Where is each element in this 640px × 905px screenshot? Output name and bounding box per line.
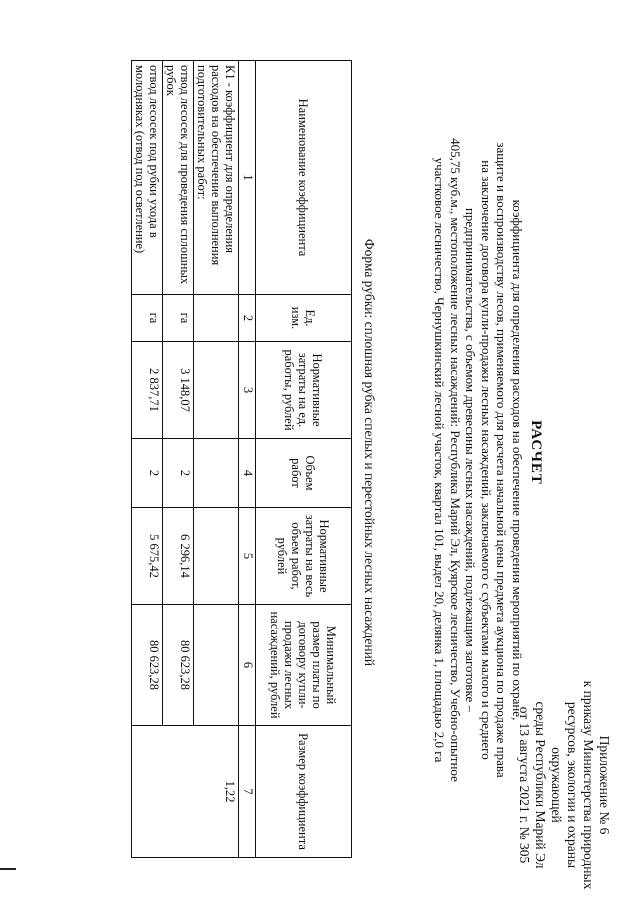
row-name: отвод лесосек для проведения сплошных рубок xyxy=(163,61,194,295)
header-coefficient-size: Размер коэффициента xyxy=(256,726,352,858)
empty-cell xyxy=(194,605,239,726)
description-line: предпринимательства, с объемом древесины лесных насаждений, подлежащим заготовке – xyxy=(463,207,479,713)
row-volume: 2 xyxy=(132,439,163,508)
row-unit: га xyxy=(132,295,163,342)
coefficient-value: 1,22 xyxy=(132,726,239,858)
appendix-line: ресурсов, экологии и охраны окружающей xyxy=(549,701,580,869)
header-volume: Объем работ xyxy=(256,439,352,508)
description-line: коэффициента для определения расходов на обеспечение проведения мероприятий по охране, xyxy=(510,199,525,721)
coefficient-row xyxy=(194,61,239,858)
empty-cell xyxy=(194,295,239,342)
description-line: участковое лесничество, Чернушкинский лесной участок, квартал 101, выдел 20, делянка 1, площадью 2,0 га xyxy=(432,157,448,763)
header-unit: Ед. изм. xyxy=(256,295,352,342)
header-unit-cost: Нормативные затраты на ед. работы, рублей xyxy=(256,342,352,439)
document-description xyxy=(432,115,525,805)
description-line: защите и воспроизводству лесов, применяемого для расчета начальной цены предмета аукциона по продаже права xyxy=(494,142,510,778)
appendix-line: от 13 августа 2021 г. № 305 xyxy=(517,706,532,864)
appendix-line: среды Республики Марий Эл xyxy=(533,701,548,869)
appendix-line: к приказу Министерства природных xyxy=(581,680,596,890)
cutting-form-line: Форма рубки: сплошная рубка спелых и перестойных лесных насаждений xyxy=(362,238,377,667)
column-number: 7 xyxy=(239,726,256,858)
header-total-cost: Нормативные затраты на весь объем работ, рублей xyxy=(256,508,352,605)
column-number: 6 xyxy=(239,605,256,726)
empty-cell xyxy=(194,508,239,605)
row-unit-cost: 2 837,71 xyxy=(132,342,163,439)
column-number: 1 xyxy=(239,61,256,295)
column-number: 3 xyxy=(239,342,256,439)
row-name: отвод лесосек под рубки ухода в молодняках (отвод под осветление) xyxy=(132,61,163,295)
calculation-table xyxy=(131,60,352,858)
description-line: на заключение договора купли-продажи лесных насаждений, заключаемого с субъектами малого и среднего xyxy=(479,160,494,760)
document-title: РАСЧЕТ xyxy=(528,420,544,485)
header-min-payment: Минимальный размер платы по договору купли-продажи лесных насаждений, рублей xyxy=(256,605,352,726)
header-coefficient-name: Наименование коэффициента xyxy=(256,61,352,295)
row-total-cost: 6 296,14 xyxy=(163,508,194,605)
row-unit-cost: 3 148,07 xyxy=(163,342,194,439)
empty-cell xyxy=(194,342,239,439)
column-numbers-row xyxy=(239,61,256,858)
coefficient-name: К1 - коэффициент для определения расходов на обеспечение выполнения подготовительных работ: xyxy=(194,61,239,295)
column-number: 2 xyxy=(239,295,256,342)
scan-edge-mark xyxy=(0,868,16,870)
empty-cell xyxy=(194,439,239,508)
table-header-row xyxy=(256,61,352,858)
column-number: 4 xyxy=(239,439,256,508)
row-min-payment: 80 623,28 xyxy=(132,605,163,726)
description-line: 405,75 куб.м., местоположение лесных насаждений: Республика Марий Эл, Куярское лесничество, Учебно-опытное xyxy=(448,138,463,782)
row-volume: 2 xyxy=(163,439,194,508)
appendix-line: Приложение № 6 xyxy=(597,735,612,835)
row-min-payment: 80 623,28 xyxy=(163,605,194,726)
row-unit: га xyxy=(163,295,194,342)
row-total-cost: 5 675,42 xyxy=(132,508,163,605)
column-number: 5 xyxy=(239,508,256,605)
